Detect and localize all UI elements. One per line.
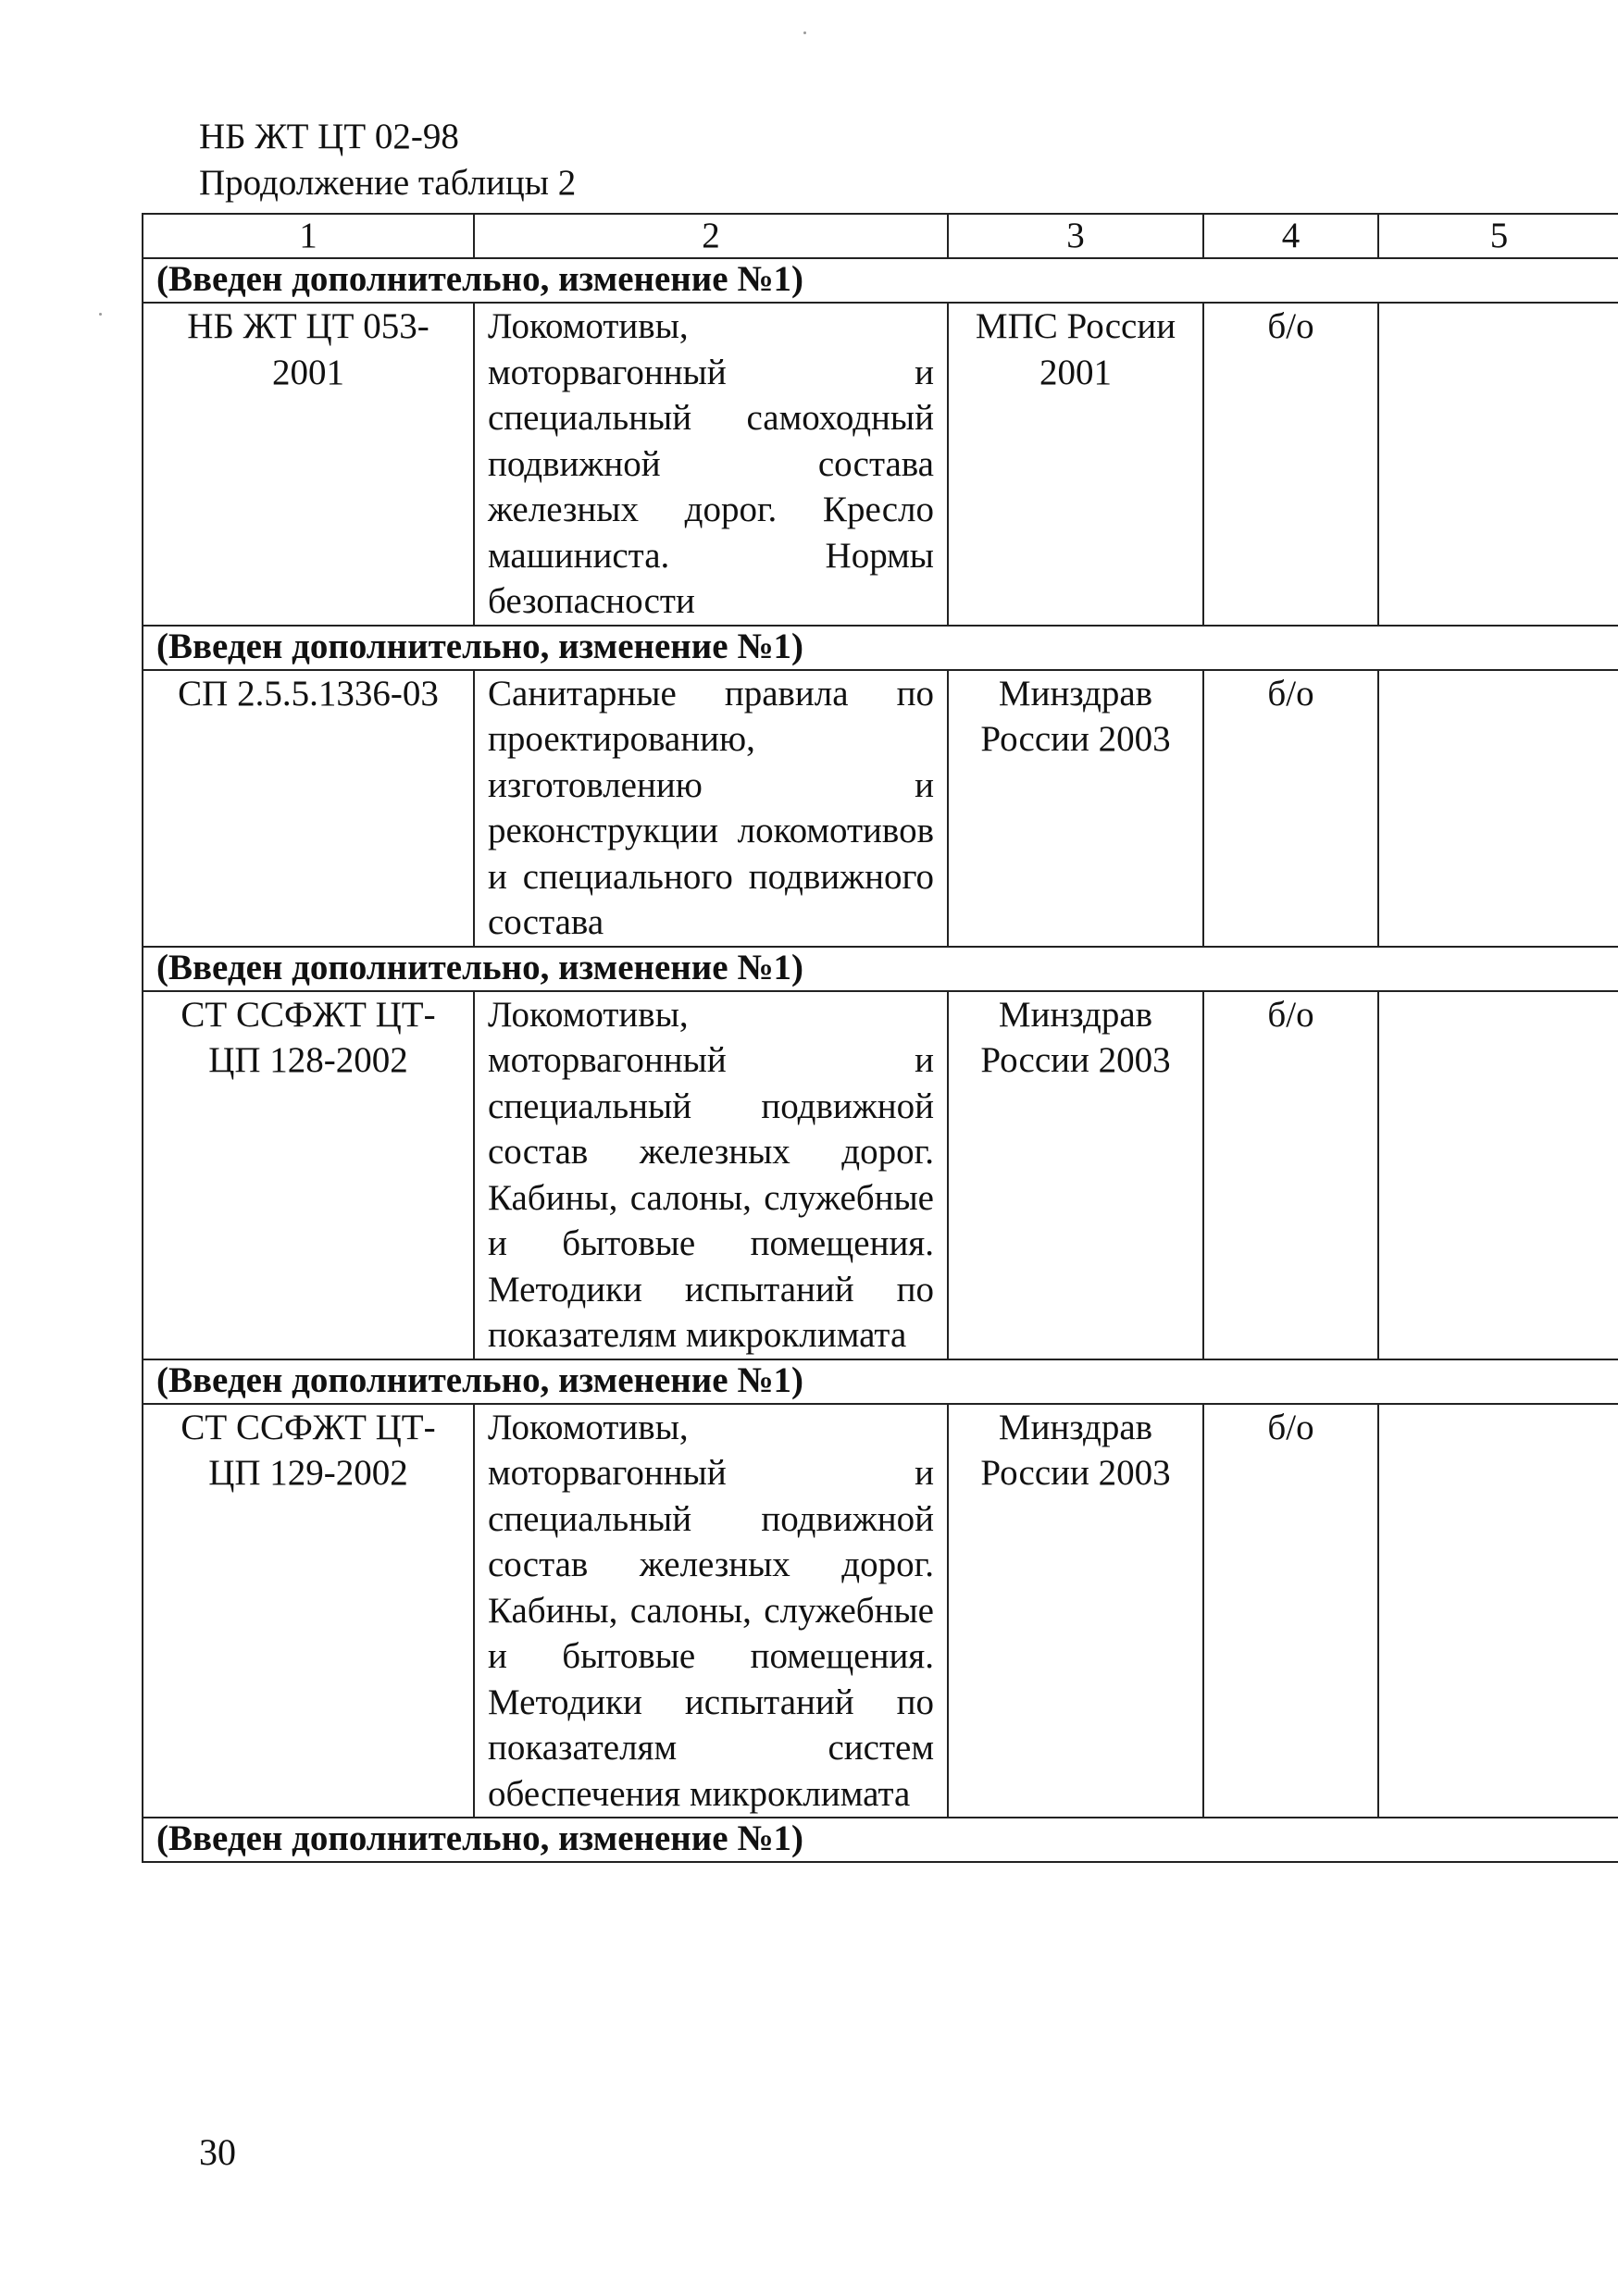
mark-cell: б/о (1203, 670, 1378, 947)
table-row (143, 670, 1618, 947)
title-cell: Локомотивы, моторвагонный и специальный подвижной состав железных дорог. Кабины, салоны, служебные и бытовые помещения. Методики испытаний по показателям микроклимата (474, 991, 948, 1359)
mark-cell: б/о (1203, 1404, 1378, 1818)
amendment-note-row (143, 626, 1618, 670)
column-number-4: 4 (1203, 214, 1378, 258)
table-caption: Продолжение таблицы 2 (199, 163, 577, 203)
column-number-row (143, 214, 1618, 258)
column-number-2: 2 (474, 214, 948, 258)
amendment-note: (Введен дополнительно, изменение №1) (143, 1359, 1618, 1404)
column-number-5: 5 (1378, 214, 1618, 258)
table-row (143, 303, 1618, 626)
approved-by-cell: Минздрав России 2003 (948, 991, 1203, 1359)
amendment-note: (Введен дополнительно, изменение №1) (143, 1818, 1618, 1862)
standards-table (142, 213, 1618, 1863)
approved-by-cell: Минздрав России 2003 (948, 670, 1203, 947)
amendment-note: (Введен дополнительно, изменение №1) (143, 258, 1618, 303)
title-cell: Локомотивы, моторвагонный и специальный самоходный подвижной состава железных дорог. Кресло машиниста. Нормы безопасности (474, 303, 948, 626)
mark-cell: б/о (1203, 303, 1378, 626)
column5-cell (1378, 991, 1618, 1359)
scan-speck (99, 313, 102, 316)
amendment-note-row (143, 1818, 1618, 1862)
column-number-1: 1 (143, 214, 474, 258)
mark-cell: б/о (1203, 991, 1378, 1359)
column5-cell (1378, 1404, 1618, 1818)
amendment-note: (Введен дополнительно, изменение №1) (143, 947, 1618, 991)
amendment-note-row (143, 947, 1618, 991)
title-cell: Санитарные правила по проектированию, изготовлению и реконструкции локомотивов и специального подвижного состава (474, 670, 948, 947)
designation-cell: СТ ССФЖТ ЦТ-ЦП 129-2002 (143, 1404, 474, 1818)
amendment-note: (Введен дополнительно, изменение №1) (143, 626, 1618, 670)
designation-cell: СТ ССФЖТ ЦТ-ЦП 128-2002 (143, 991, 474, 1359)
amendment-note-row (143, 258, 1618, 303)
amendment-note-row (143, 1359, 1618, 1404)
column-number-3: 3 (948, 214, 1203, 258)
column5-cell (1378, 670, 1618, 947)
column5-cell (1378, 303, 1618, 626)
page-number: 30 (199, 2131, 236, 2173)
approved-by-cell: МПС России 2001 (948, 303, 1203, 626)
document-code: НБ ЖТ ЦТ 02-98 (199, 117, 459, 156)
title-cell: Локомотивы, моторвагонный и специальный подвижной состав железных дорог. Кабины, салоны, служебные и бытовые помещения. Методики испытаний по показателям систем обеспечения микроклимата (474, 1404, 948, 1818)
designation-cell: СП 2.5.5.1336-03 (143, 670, 474, 947)
approved-by-cell: Минздрав России 2003 (948, 1404, 1203, 1818)
table-row (143, 1404, 1618, 1818)
scan-speck (803, 31, 806, 34)
designation-cell: НБ ЖТ ЦТ 053-2001 (143, 303, 474, 626)
table-row (143, 991, 1618, 1359)
